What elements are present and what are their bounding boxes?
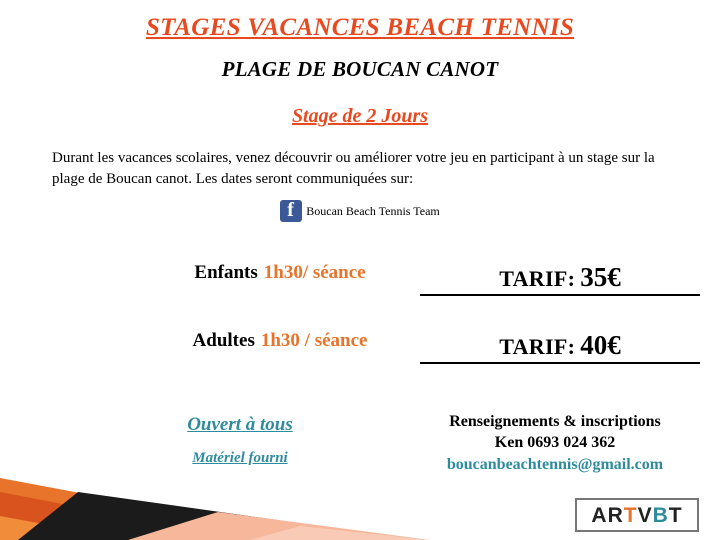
adults-duration-label: 1h30 / séance <box>260 330 368 351</box>
logo-letter-a: A <box>591 503 608 527</box>
adults-price-block <box>420 330 700 364</box>
facebook-icon <box>280 200 302 222</box>
offer-row-adults <box>0 330 720 360</box>
kids-duration-label: 1h30/ séance <box>263 262 366 283</box>
logo-letter-b: B <box>652 503 669 527</box>
adults-category-block <box>120 330 440 352</box>
artvbt-logo <box>575 498 699 532</box>
adults-category-label: Adultes <box>192 330 255 351</box>
open-to-all-note: Ouvert à tous <box>187 414 293 435</box>
adults-price-label: TARIF: <box>499 334 576 359</box>
page-title: STAGES VACANCES BEACH TENNIS <box>145 14 575 41</box>
kids-price-block <box>420 262 700 296</box>
stage-duration-title: Stage de 2 Jours <box>291 105 429 127</box>
contact-name-phone: Ken 0693 024 362 <box>494 434 616 451</box>
facebook-row <box>0 200 720 222</box>
contact-email[interactable]: boucanbeachtennis@gmail.com <box>446 456 664 473</box>
contact-block <box>400 413 710 474</box>
page-subtitle: PLAGE DE BOUCAN CANOT <box>221 57 499 81</box>
equipment-note: Matériel fourni <box>192 450 288 466</box>
adults-price-value: 40€ <box>580 330 621 360</box>
kids-category-label: Enfants <box>194 262 258 283</box>
logo-letter-t: T <box>623 503 638 527</box>
facebook-page-name: Boucan Beach Tennis Team <box>306 203 440 218</box>
offer-row-kids <box>0 262 720 292</box>
kids-price-value: 35€ <box>580 262 621 292</box>
kids-price-label: TARIF: <box>499 266 576 291</box>
logo-letter-r: R <box>607 503 624 527</box>
logo-letter-v: V <box>637 503 653 527</box>
intro-paragraph: Durant les vacances scolaires, venez découvrir ou améliorer votre jeu en participant à un stage sur la plage de Boucan canot. Les dates seront communiquées sur: <box>52 150 655 187</box>
contact-heading: Renseignements & inscriptions <box>449 413 661 430</box>
logo-letter-t2: T <box>668 503 683 527</box>
kids-category-block <box>120 262 440 284</box>
decorative-corner-graphic <box>0 430 430 540</box>
logo-text <box>591 505 682 526</box>
